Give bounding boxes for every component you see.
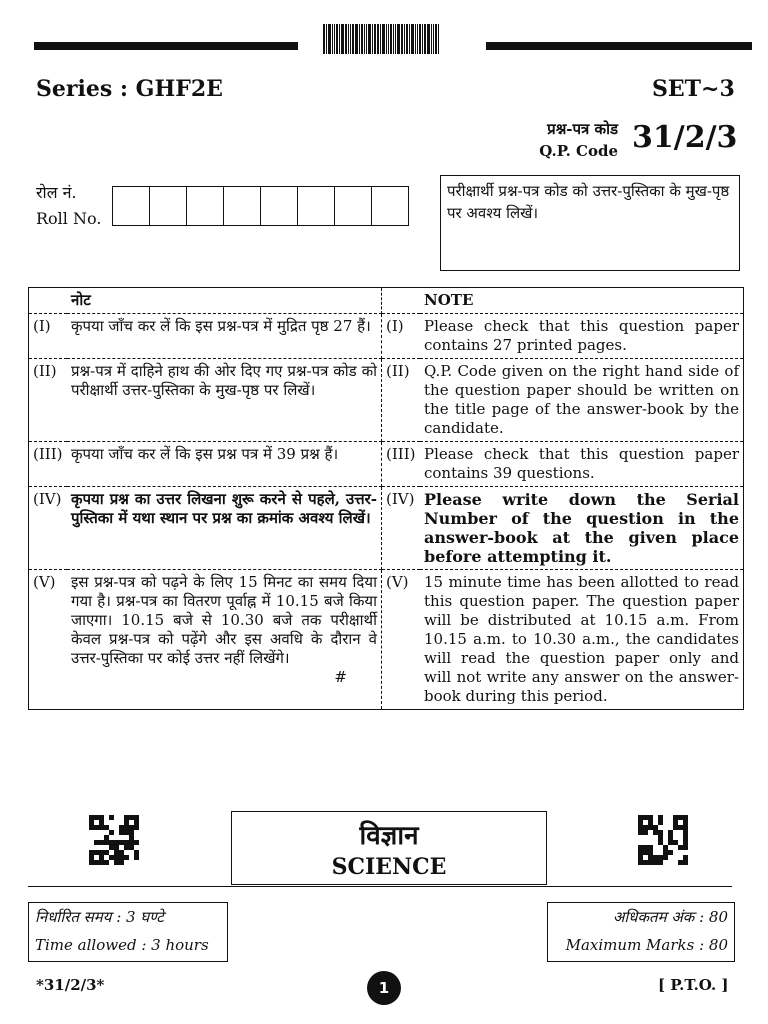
series-label: Series : GHF2E xyxy=(36,76,223,102)
hash-mark: # xyxy=(334,668,347,686)
divider xyxy=(28,886,732,887)
note-number: (II) xyxy=(382,359,421,442)
notes-heading-hi: नोट xyxy=(67,288,382,314)
note-text-hi: कृपया जाँच कर लें कि इस प्रश्न पत्र में 39 प्रश्न हैं। xyxy=(67,442,382,487)
subject-en: SCIENCE xyxy=(331,854,447,880)
note-text-hi: इस प्रश्न-पत्र को पढ़ने के लिए 15 मिनट का समय दिया गया है। प्रश्न-पत्र का वितरण पूर्वाह्न में 10.15 बजे किया जाएगा। 10.15 बजे से 10.30 बजे तक परीक्षार्थी केवल प्रश्न-पत्र को पढ़ेंगे और इस अवधि के दौरान वे उत्तर-पुस्तिका पर कोई उत्तर नहीं लिखेंगे। xyxy=(71,573,377,667)
note-number: (II) xyxy=(29,359,67,442)
qp-code: 31/2/3 xyxy=(632,120,738,155)
qp-code-label-hi: प्रश्न-पत्र कोड xyxy=(547,120,618,138)
pto-label: [ P.T.O. ] xyxy=(658,976,729,994)
roll-box[interactable] xyxy=(298,187,335,225)
marks-box xyxy=(547,902,735,962)
note-text-en: Please write down the Serial Number of the question in the answer-book at the given place before attempting it. xyxy=(420,487,743,570)
note-number: (V) xyxy=(386,573,409,591)
time-box xyxy=(28,902,228,962)
roll-box[interactable] xyxy=(372,187,408,225)
note-text-hi: कृपया जाँच कर लें कि इस प्रश्न-पत्र में मुद्रित पृष्ठ 27 हैं। xyxy=(67,314,382,359)
set-label: SET~3 xyxy=(652,76,735,102)
note-number: (I) xyxy=(29,314,67,359)
roll-box[interactable] xyxy=(150,187,187,225)
roll-box[interactable] xyxy=(335,187,372,225)
roll-label xyxy=(36,180,101,232)
note-number: (IV) xyxy=(29,487,67,570)
roll-number-boxes[interactable] xyxy=(112,186,409,226)
note-number: (III) xyxy=(29,442,67,487)
qp-code-instruction-box: परीक्षार्थी प्रश्न-पत्र कोड को उत्तर-पुस्तिका के मुख-पृष्ठ पर अवश्य लिखें। xyxy=(440,175,740,271)
note-text-en: 15 minute time has been allotted to read this question paper. The question paper will be distributed at 10.15 a.m. From 10.15 a.m. to 10.30 a.m., the candidates will read the question paper only and will not write any answer on the answer-book during this period. xyxy=(424,573,739,705)
note-number: (IV) xyxy=(382,487,421,570)
subject-box xyxy=(231,811,547,885)
note-number: (V) xyxy=(33,573,56,591)
notes-table xyxy=(28,287,744,710)
note-text-hi-cell xyxy=(67,570,382,710)
roll-label-en: Roll No. xyxy=(36,209,102,228)
note-number: (III) xyxy=(382,442,421,487)
time-en: Time allowed : 3 hours xyxy=(35,936,209,954)
qr-code-left xyxy=(89,815,139,865)
note-text-hi: कृपया प्रश्न का उत्तर लिखना शुरू करने से पहले, उत्तर-पुस्तिका में यथा स्थान पर प्रश्न का क्रमांक अवश्य लिखें। xyxy=(67,487,382,570)
marks-hi: अधिकतम अंक : 80 xyxy=(612,908,728,926)
note-text-hi: प्रश्न-पत्र में दाहिने हाथ की ओर दिए गए प्रश्न-पत्र कोड को परीक्षार्थी उत्तर-पुस्तिका के मुख-पृष्ठ पर लिखें। xyxy=(67,359,382,442)
qr-code-right xyxy=(638,815,688,865)
footer-code: *31/2/3* xyxy=(36,976,105,994)
notes-heading-en: NOTE xyxy=(420,288,743,314)
roll-box[interactable] xyxy=(224,187,261,225)
top-rule-left xyxy=(34,42,298,50)
qp-code-label xyxy=(470,118,618,162)
note-text-en: Q.P. Code given on the right hand side of the question paper should be written on the title page of the answer-book by the candidate. xyxy=(420,359,743,442)
roll-box[interactable] xyxy=(261,187,298,225)
time-hi: निर्धारित समय : 3 घण्टे xyxy=(35,908,164,926)
roll-label-hi: रोल नं. xyxy=(36,183,77,202)
note-text-en: Please check that this question paper contains 27 printed pages. xyxy=(420,314,743,359)
roll-box[interactable] xyxy=(113,187,150,225)
top-rule-right xyxy=(486,42,752,50)
qp-code-label-en: Q.P. Code xyxy=(539,142,618,160)
note-number: (I) xyxy=(382,314,421,359)
page-number: 1 xyxy=(367,971,401,1005)
roll-box[interactable] xyxy=(187,187,224,225)
marks-en: Maximum Marks : 80 xyxy=(565,936,728,954)
note-text-en: Please check that this question paper contains 39 questions. xyxy=(420,442,743,487)
barcode xyxy=(323,24,465,54)
subject-hi: विज्ञान xyxy=(359,821,419,851)
